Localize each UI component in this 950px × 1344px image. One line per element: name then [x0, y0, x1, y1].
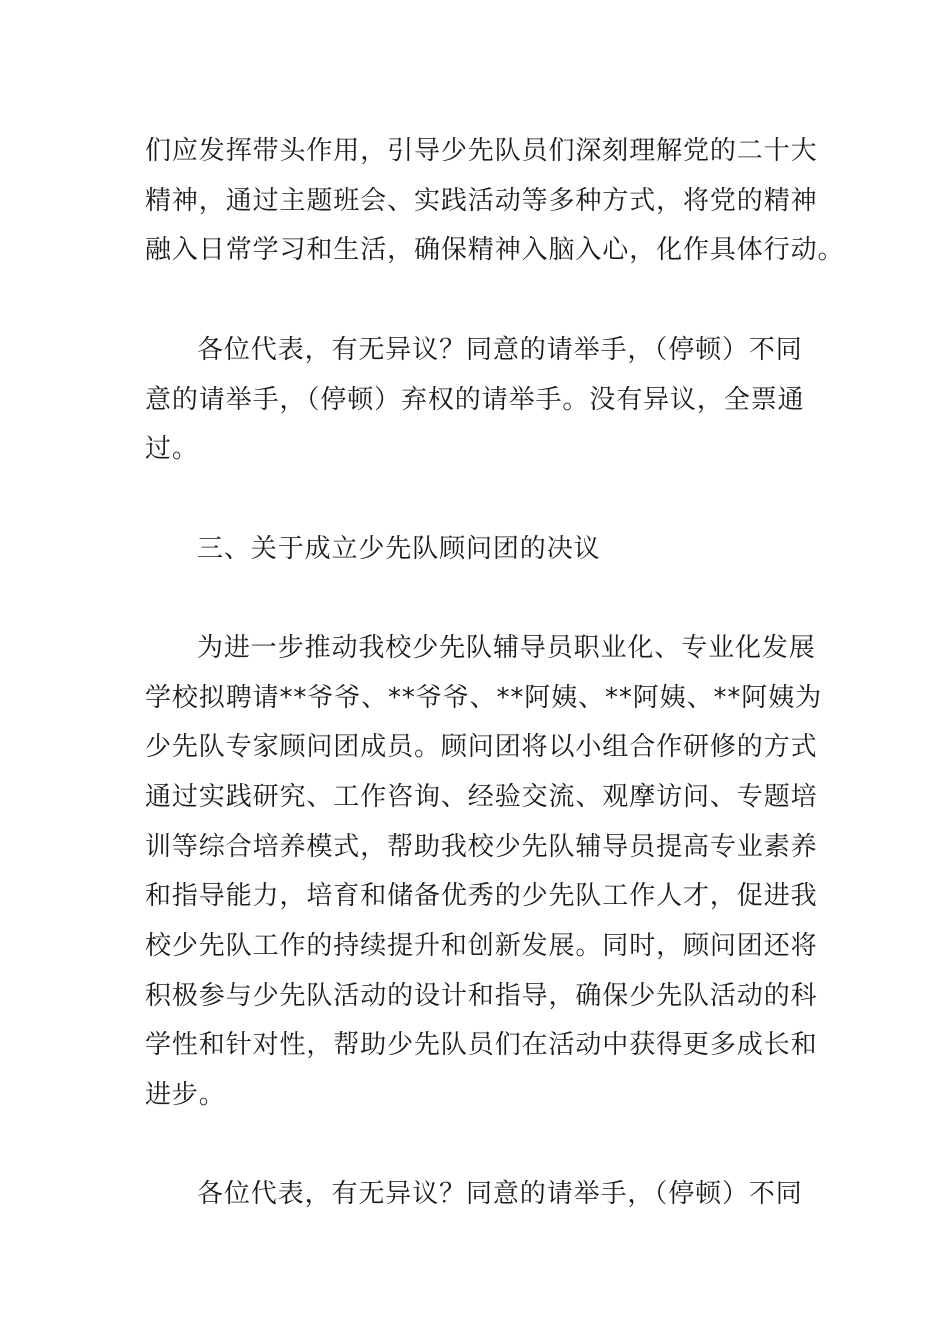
paragraph-1-line-2: 精神，通过主题班会、实践活动等多种方式，将党的精神 — [145, 186, 818, 216]
paragraph-3-line-7: 校少先队工作的持续提升和创新发展。同时，顾问团还将 — [145, 931, 818, 961]
paragraph-1-line-1: 们应发挥带头作用，引导少先队员们深刻理解党的二十大 — [145, 136, 818, 166]
paragraph-3-line-4: 通过实践研究、工作咨询、经验交流、观摩访问、专题培 — [145, 782, 818, 812]
paragraph-3-line-3: 少先队专家顾问团成员。顾问团将以小组合作研修的方式 — [145, 732, 818, 762]
section-heading: 三、关于成立少先队顾问团的决议 — [197, 534, 601, 564]
paragraph-3-line-2: 学校拟聘请**爷爷、**爷爷、**阿姨、**阿姨、**阿姨为 — [145, 683, 823, 713]
paragraph-4-line-1: 各位代表，有无异议？同意的请举手，（停顿）不同 — [197, 1179, 803, 1209]
paragraph-3-line-9: 学性和针对性，帮助少先队员们在活动中获得更多成长和 — [145, 1030, 818, 1060]
paragraph-2-line-1: 各位代表，有无异议？同意的请举手，（停顿）不同 — [197, 335, 803, 365]
paragraph-3-line-8: 积极参与少先队活动的设计和指导，确保少先队活动的科 — [145, 981, 818, 1011]
paragraph-3-line-1: 为进一步推动我校少先队辅导员职业化、专业化发展 — [197, 633, 816, 663]
paragraph-2-line-2: 意的请举手，（停顿）弃权的请举手。没有异议，全票通 — [145, 385, 805, 415]
paragraph-2-line-3: 过。 — [145, 434, 199, 464]
paragraph-3-line-10: 进步。 — [145, 1080, 226, 1110]
paragraph-3-line-6: 和指导能力，培育和储备优秀的少先队工作人才，促进我 — [145, 881, 818, 911]
paragraph-1-line-3: 融入日常学习和生活，确保精神入脑入心，化作具体行动。 — [145, 235, 845, 265]
paragraph-3-line-5: 训等综合培养模式，帮助我校少先队辅导员提高专业素养 — [145, 832, 818, 862]
